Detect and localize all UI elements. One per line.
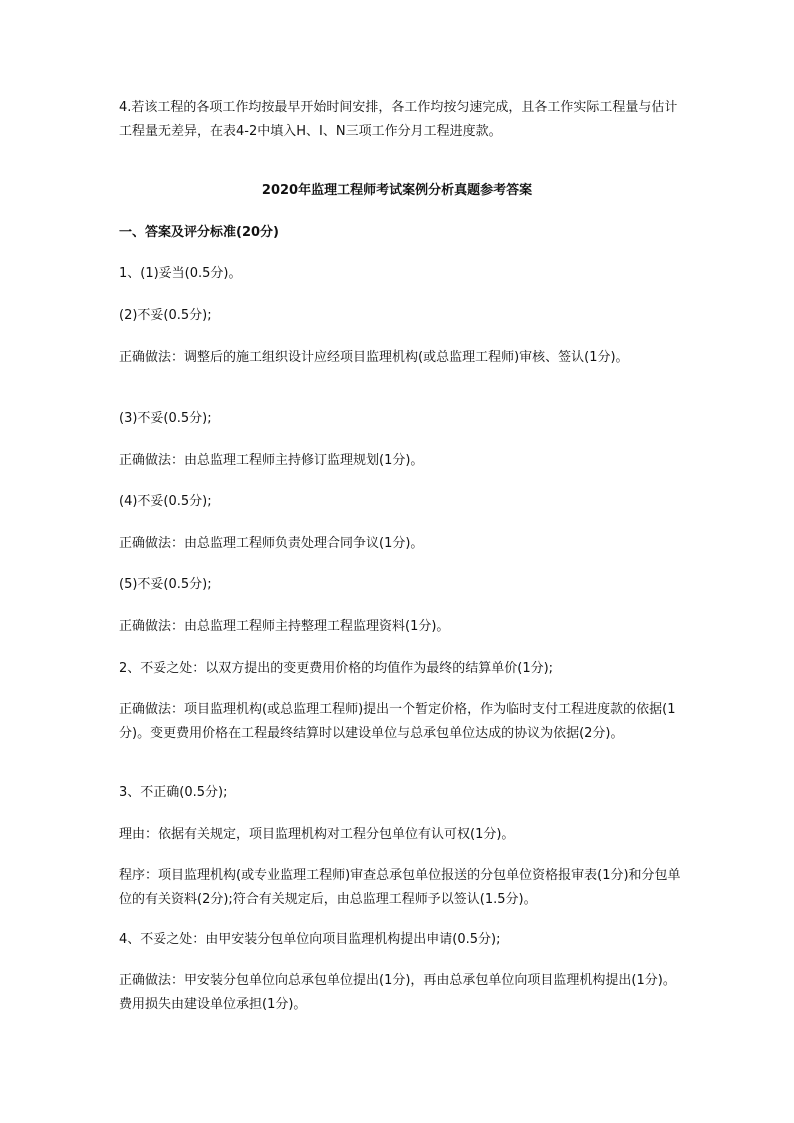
- section-heading: 一、答案及评分标准(20分): [119, 225, 279, 240]
- answer-1-5-correction: 正确做法：由总监理工程师主持整理工程监理资料(1分)。: [119, 619, 450, 634]
- answer-1-3-correction: 正确做法：由总监理工程师主持修订监理规划(1分)。: [119, 453, 424, 468]
- answer-1-2: (2)不妥(0.5分);: [119, 308, 212, 323]
- answer-1-1: 1、(1)妥当(0.5分)。: [119, 266, 242, 281]
- answer-1-4: (4)不妥(0.5分);: [119, 494, 212, 509]
- answer-1-2-correction: 正确做法：调整后的施工组织设计应经项目监理机构(或总监理工程师)审核、签认(1分)。: [119, 350, 629, 365]
- answer-1-5: (5)不妥(0.5分);: [119, 577, 212, 592]
- answer-4-correction: 正确做法：甲安装分包单位向总承包单位提出(1分)，再由总承包单位向项目监理机构提出(1分)。费用损失由建设单位承担(1分)。: [119, 973, 676, 1012]
- question-4-text: 4.若该工程的各项工作均按最早开始时间安排，各工作均按匀速完成，且各工作实际工程量与估计工程量无差异，在表4-2中填入H、I、N三项工作分月工程进度款。: [119, 100, 678, 139]
- answer-2-correction: 正确做法：项目监理机构(或总监理工程师)提出一个暂定价格，作为临时支付工程进度款的依据(1分)。变更费用价格在工程最终结算时以建设单位与总承包单位达成的协议为依据(2分)。: [119, 702, 676, 741]
- answer-1-4-correction: 正确做法：由总监理工程师负责处理合同争议(1分)。: [119, 536, 424, 551]
- answer-3: 3、不正确(0.5分);: [119, 785, 228, 800]
- answer-3-procedure: 程序：项目监理机构(或专业监理工程师)审查总承包单位报送的分包单位资格报审表(1分)和分包单位的有关资料(2分);符合有关规定后，由总监理工程师予以签认(1.5分)。: [119, 868, 681, 907]
- answer-2: 2、不妥之处：以双方提出的变更费用价格的均值作为最终的结算单价(1分);: [119, 661, 554, 676]
- answer-3-reason: 理由：依据有关规定，项目监理机构对工程分包单位有认可权(1分)。: [119, 827, 515, 842]
- answer-1-3: (3)不妥(0.5分);: [119, 411, 212, 426]
- answer-4: 4、不妥之处：由甲安装分包单位向项目监理机构提出申请(0.5分);: [119, 932, 501, 947]
- answer-title: 2020年监理工程师考试案例分析真题参考答案: [261, 183, 533, 198]
